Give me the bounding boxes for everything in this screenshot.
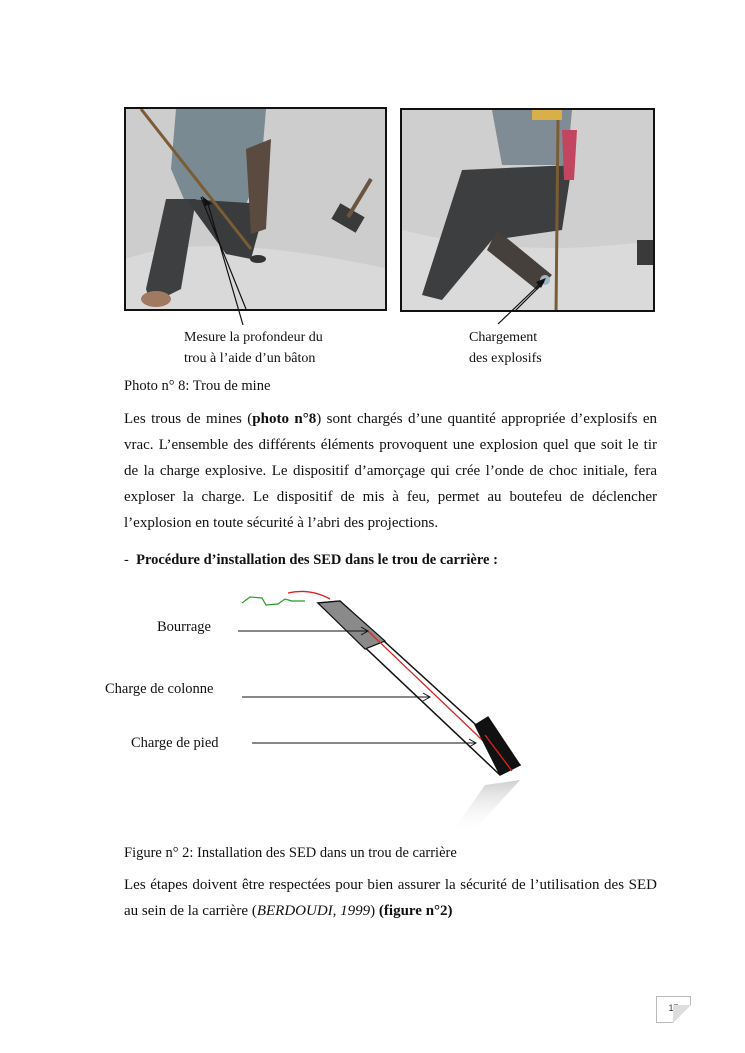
paragraph-trous-de-mines bbox=[124, 406, 657, 536]
column-charge-cord bbox=[368, 631, 500, 757]
paragraph1-bold-ref: photo n°8 bbox=[252, 411, 317, 427]
page-number: 17 bbox=[656, 996, 691, 1023]
section-heading-text: Procédure d’installation des SED dans le trou de carrière : bbox=[136, 552, 498, 568]
figure-caption: Figure n° 2: Installation des SED dans un trou de carrière bbox=[124, 845, 457, 861]
label-charge-pied: Charge de pied bbox=[131, 735, 219, 751]
section-heading-dash: - bbox=[124, 552, 129, 568]
label-charge-colonne: Charge de colonne bbox=[105, 681, 214, 697]
arrow-measure-line bbox=[208, 204, 243, 325]
paragraph2-figure-ref: (figure n°2) bbox=[378, 903, 453, 919]
photo-title: Photo n° 8: Trou de mine bbox=[124, 378, 271, 394]
paragraph-etapes bbox=[124, 872, 657, 924]
left-photo-caption bbox=[184, 327, 323, 369]
paragraph2-citation: BERDOUDI, 1999 bbox=[256, 903, 371, 919]
paragraph1-text-b: ) sont chargés d’une quantité appropriée d’explosifs en vrac. L’ensemble des différents éléments provoquent une explosion quel que soit le tir de la charge explosive. Le dispositif d’amorçage qui crée l’onde de choc initiale, fera exploser la charge. Le dispositif de mis à feu, permet au boutefeu de déclencher l’explosion en toute sécurité à l’abri des projections. bbox=[124, 411, 657, 531]
left-caption-line1: Mesure la profondeur du bbox=[184, 330, 323, 345]
arrow-measure-head bbox=[202, 196, 212, 206]
stemming-section bbox=[318, 601, 385, 649]
left-caption-line2: trou à l’aide d’un bâton bbox=[184, 351, 316, 366]
paragraph2-text-b: ) bbox=[370, 903, 379, 919]
paragraph2-text-a: Les étapes doivent être respectées pour bien assurer la sécurité de l’utilisation des SED au sein de la carrière ( bbox=[124, 877, 657, 919]
right-caption-line1: Chargement bbox=[469, 330, 538, 345]
arrow-loading-line bbox=[498, 281, 543, 324]
ground-surface-line bbox=[242, 597, 305, 605]
right-caption-line2: des explosifs bbox=[469, 351, 542, 366]
diagram-reflection bbox=[450, 780, 520, 835]
sed-installation-diagram bbox=[230, 585, 525, 835]
detonating-cord-top bbox=[288, 591, 330, 599]
paragraph1-text-a: Les trous de mines ( bbox=[124, 411, 253, 427]
right-photo-caption bbox=[469, 327, 542, 369]
label-bourrage: Bourrage bbox=[157, 619, 211, 635]
section-heading bbox=[124, 552, 498, 569]
photo-annotation-arrows bbox=[0, 0, 745, 400]
